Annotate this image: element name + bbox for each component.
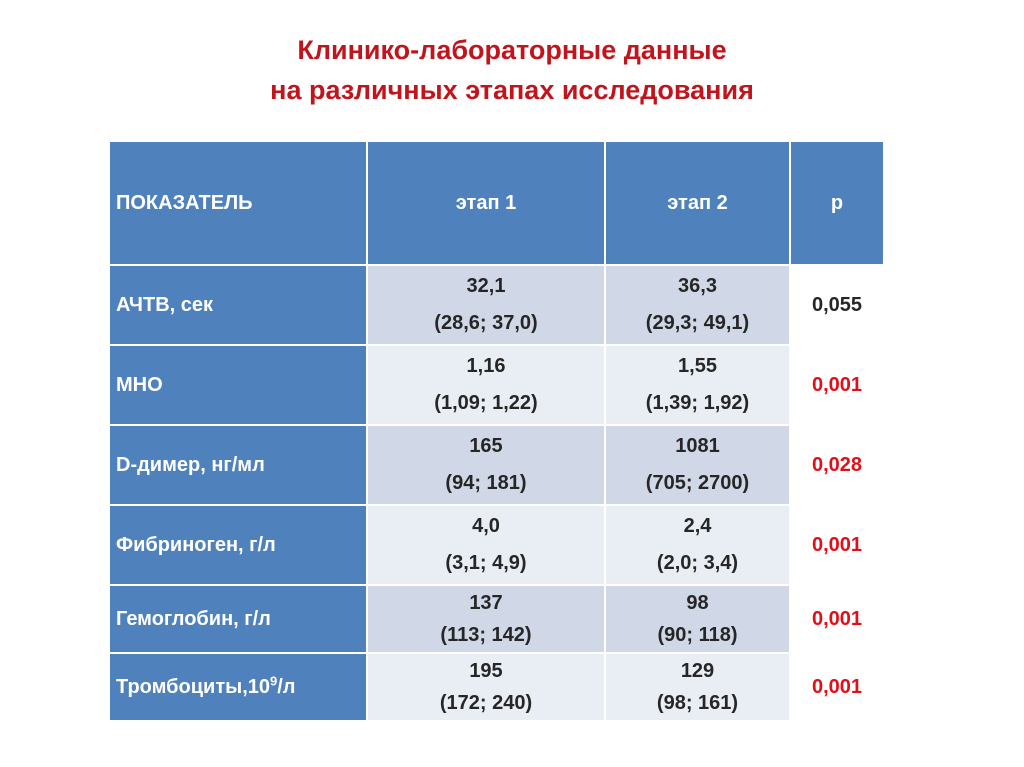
stage-1-cell bbox=[367, 265, 605, 345]
stage-1-cell bbox=[367, 425, 605, 505]
stage-1-range: (1,09; 1,22) bbox=[434, 392, 538, 414]
row-label bbox=[109, 653, 367, 721]
stage-1-median: 195 bbox=[469, 660, 503, 682]
table-row bbox=[109, 585, 884, 653]
title-line-2: на различных этапах исследования bbox=[270, 75, 754, 105]
row-label-superscript: 9 bbox=[270, 672, 278, 688]
header-p-value: р bbox=[790, 141, 884, 265]
stage-2-cell bbox=[605, 585, 790, 653]
stage-2-cell bbox=[605, 653, 790, 721]
stage-2-range: (705; 2700) bbox=[645, 472, 750, 494]
header-stage-1: этап 1 bbox=[367, 141, 605, 265]
stage-2-cell bbox=[605, 345, 790, 425]
stage-2-median: 1081 bbox=[675, 435, 720, 457]
table-row bbox=[109, 265, 884, 345]
stage-1-cell bbox=[367, 505, 605, 585]
stage-1-range: (94; 181) bbox=[445, 472, 527, 494]
header-stage-2: этап 2 bbox=[605, 141, 790, 265]
stage-1-range: (113; 142) bbox=[440, 624, 532, 646]
stage-1-median: 4,0 bbox=[472, 515, 500, 537]
p-value-cell: 0,001 bbox=[790, 345, 884, 425]
row-label: D-димер, нг/мл bbox=[109, 425, 367, 505]
stage-1-cell bbox=[367, 345, 605, 425]
table-header-row bbox=[109, 141, 884, 265]
stage-2-median: 129 bbox=[680, 660, 715, 682]
row-label: Гемоглобин, г/л bbox=[109, 585, 367, 653]
stage-2-median: 1,55 bbox=[678, 355, 717, 377]
title-line-1: Клинико-лабораторные данные bbox=[297, 35, 727, 65]
row-label: АЧТВ, сек bbox=[109, 265, 367, 345]
stage-2-range: (29,3; 49,1) bbox=[645, 312, 750, 334]
lab-data-table bbox=[108, 140, 885, 722]
header-indicator: ПОКАЗАТЕЛЬ bbox=[109, 141, 367, 265]
stage-2-median: 98 bbox=[686, 592, 709, 614]
table-row bbox=[109, 425, 884, 505]
stage-1-cell bbox=[367, 585, 605, 653]
stage-1-median: 137 bbox=[469, 592, 503, 614]
stage-2-range: (90; 118) bbox=[657, 624, 738, 646]
stage-2-median: 36,3 bbox=[678, 275, 717, 297]
stage-1-range: (3,1; 4,9) bbox=[445, 552, 527, 574]
row-label: Фибриноген, г/л bbox=[109, 505, 367, 585]
p-value-cell: 0,001 bbox=[790, 653, 884, 721]
table-row bbox=[109, 653, 884, 721]
stage-2-cell bbox=[605, 265, 790, 345]
stage-1-median: 165 bbox=[469, 435, 503, 457]
stage-2-range: (98; 161) bbox=[656, 692, 739, 714]
slide-title bbox=[0, 30, 1024, 110]
p-value-cell: 0,055 bbox=[790, 265, 884, 345]
stage-2-range: (1,39; 1,92) bbox=[645, 392, 750, 414]
row-label-prefix: Тромбоциты,10 bbox=[116, 675, 270, 698]
stage-1-range: (172; 240) bbox=[439, 692, 533, 714]
row-label-suffix: /л bbox=[277, 675, 296, 698]
p-value-cell: 0,001 bbox=[790, 585, 884, 653]
table-row bbox=[109, 345, 884, 425]
stage-1-median: 32,1 bbox=[466, 275, 506, 297]
stage-2-range: (2,0; 3,4) bbox=[656, 552, 739, 574]
stage-2-cell bbox=[605, 505, 790, 585]
stage-1-median: 1,16 bbox=[466, 355, 506, 377]
stage-1-cell bbox=[367, 653, 605, 721]
stage-2-median: 2,4 bbox=[683, 515, 712, 537]
p-value-cell: 0,028 bbox=[790, 425, 884, 505]
p-value-cell: 0,001 bbox=[790, 505, 884, 585]
table-row bbox=[109, 505, 884, 585]
stage-1-range: (28,6; 37,0) bbox=[434, 312, 538, 334]
stage-2-cell bbox=[605, 425, 790, 505]
row-label: МНО bbox=[109, 345, 367, 425]
